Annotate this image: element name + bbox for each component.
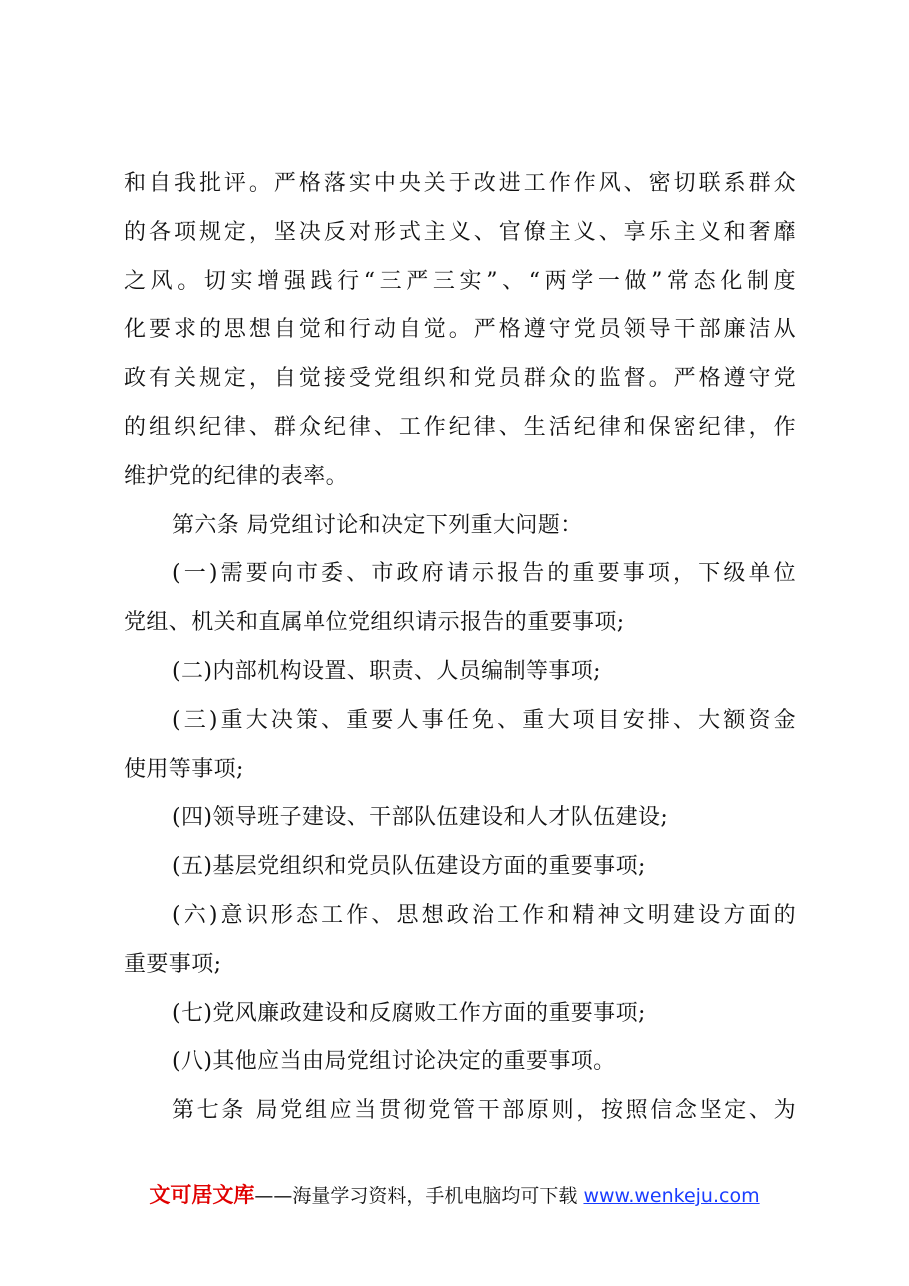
list-item: (七)党风廉政建设和反腐败工作方面的重要事项; (172, 1000, 646, 1026)
footer-slogan: ——海量学习资料，手机电脑均可下载 (254, 1185, 578, 1207)
text-line: 维护党的纪律的表率。 (124, 463, 349, 489)
text-line: 使用等事项; (124, 756, 244, 782)
list-item: (二)内部机构设置、职责、人员编制等事项; (172, 658, 601, 684)
text-line: 之风。切实增强践行“三严三实”、“两学一做”常态化制度 (124, 268, 796, 294)
article-heading: 第七条 局党组应当贯彻党管干部原则，按照信念坚定、为 (172, 1098, 796, 1124)
footer-banner (0, 1180, 909, 1211)
text-line: 和自我批评。严格落实中央关于改进工作作风、密切联系群众 (124, 171, 796, 196)
list-item: (八)其他应当由局党组讨论决定的重要事项。 (172, 1049, 616, 1075)
text-line: 的各项规定，坚决反对形式主义、官僚主义、享乐主义和奢靡 (124, 219, 796, 245)
text-line: 政有关规定，自觉接受党组织和党员群众的监督。严格遵守党 (124, 366, 796, 392)
list-item: (六)意识形态工作、思想政治工作和精神文明建设方面的 (172, 902, 796, 928)
list-item: (四)领导班子建设、干部队伍建设和人才队伍建设; (172, 805, 669, 831)
footer-brand: 文可居文库 (149, 1183, 255, 1207)
list-item: (五)基层党组织和党员队伍建设方面的重要事项; (172, 854, 646, 880)
text-line: 化要求的思想自觉和行动自觉。严格遵守党员领导干部廉洁从 (124, 317, 796, 343)
text-line: 党组、机关和直属单位党组织请示报告的重要事项; (124, 610, 625, 636)
text-line: 的组织纪律、群众纪律、工作纪律、生活纪律和保密纪律，作 (124, 414, 796, 440)
list-item: (一)需要向市委、市政府请示报告的重要事项，下级单位 (172, 561, 796, 587)
body-text (124, 160, 796, 1136)
text-line: 重要事项; (124, 951, 222, 977)
article-heading: 第六条 局党组讨论和决定下列重大问题： (172, 512, 583, 538)
list-item: (三)重大决策、重要人事任免、重大项目安排、大额资金 (172, 707, 796, 733)
footer-url-link[interactable]: www.wenkeju.com (583, 1185, 760, 1207)
